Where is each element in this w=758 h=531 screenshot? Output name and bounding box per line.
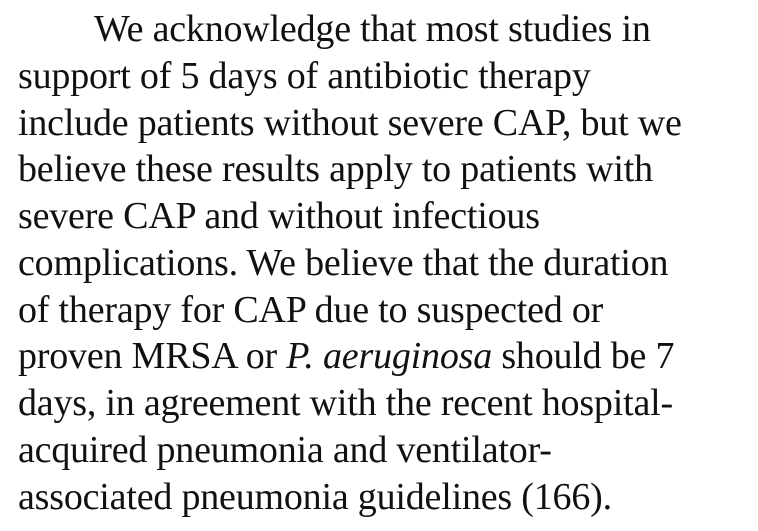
line-8-text-before: proven MRSA or <box>18 335 287 377</box>
paragraph-line-7: of therapy for CAP due to suspected or <box>18 289 604 331</box>
line-8-text-after: should be 7 <box>492 335 675 377</box>
paragraph-line-5: severe CAP and without infectious <box>18 195 540 237</box>
organism-name-italic: P. aeruginosa <box>286 335 493 377</box>
paragraph-line-2: support of 5 days of antibiotic therapy <box>18 55 591 97</box>
paragraph-line-4: believe these results apply to patients with <box>18 148 653 190</box>
paragraph-line-1: We acknowledge that most studies in <box>94 8 651 50</box>
paragraph-line-3: include patients without severe CAP, but we <box>18 102 682 144</box>
paragraph-line-8 <box>18 333 674 379</box>
paragraph-line-9: days, in agreement with the recent hospital- <box>18 382 673 424</box>
paragraph-line-10: acquired pneumonia and ventilator- <box>18 429 552 471</box>
paragraph-line-11: associated pneumonia guidelines (166). <box>18 476 612 518</box>
paragraph-line-6: complications. We believe that the duration <box>18 242 669 284</box>
